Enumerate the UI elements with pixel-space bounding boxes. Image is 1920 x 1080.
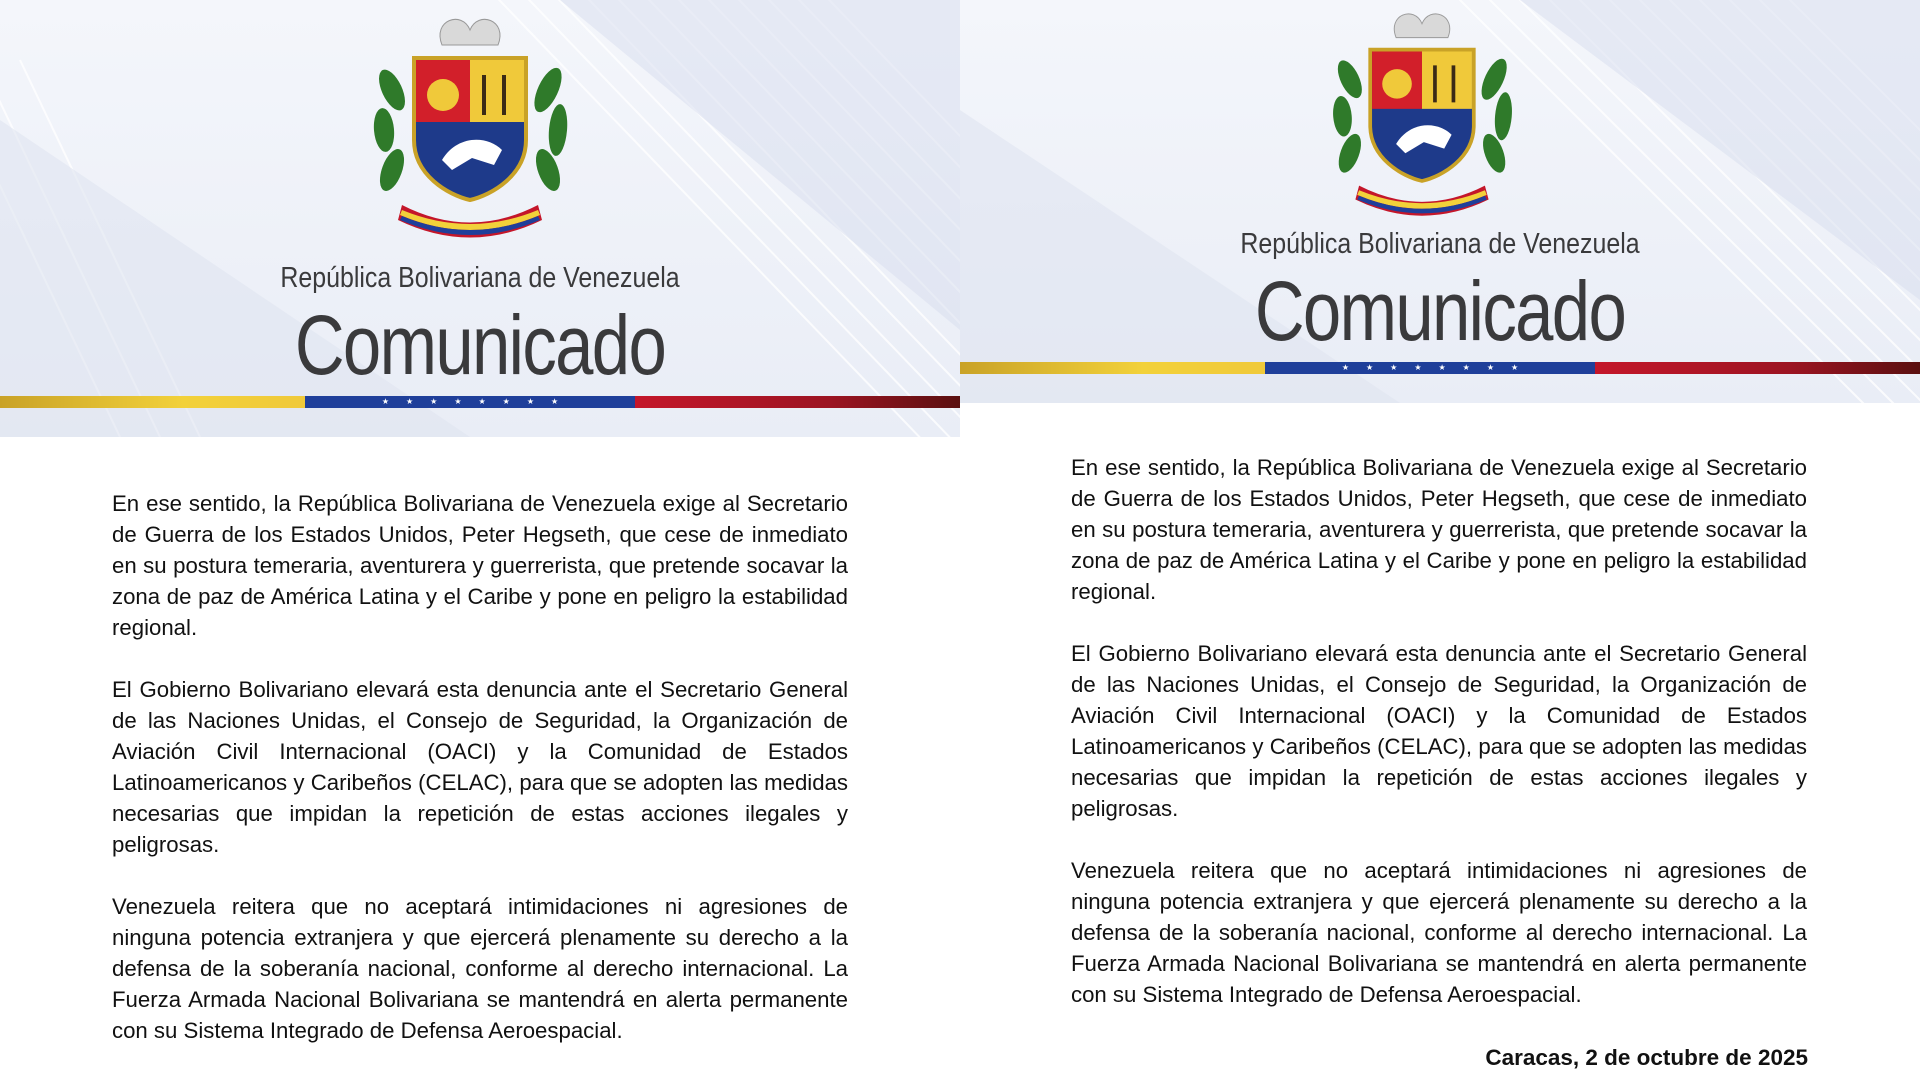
flag-bar	[960, 362, 1920, 374]
star-icon: ★	[1486, 363, 1495, 372]
star-icon: ★	[381, 397, 389, 406]
flag-yellow-band	[0, 396, 305, 408]
star-icon: ★	[430, 397, 438, 406]
star-icon: ★	[1414, 363, 1422, 372]
flag-blue-band	[305, 396, 635, 408]
header-text-block	[0, 262, 960, 392]
communique-header	[0, 0, 960, 437]
page-title: Comunicado	[294, 298, 666, 392]
star-icon: ★	[1438, 363, 1446, 372]
country-name: República Bolivariana de Venezuela	[280, 262, 680, 294]
star-icon: ★	[454, 397, 462, 406]
star-icon: ★	[551, 397, 559, 406]
communique-body	[112, 488, 848, 1077]
star-icon: ★	[1341, 363, 1349, 372]
flag-red-band	[1595, 362, 1920, 374]
star-icon: ★	[1511, 363, 1519, 372]
document-panel-right	[960, 0, 1920, 1080]
paragraph: En ese sentido, la República Bolivariana de Venezuela exige al Secretario de Guerra de los Estados Unidos, Peter Hegseth, que cese de inmediato en su postura temeraria, aventurera y guerrerista, que pretende socavar la zona de paz de América Latina y el Caribe y pone en peligro la estabilidad regional.	[112, 491, 848, 640]
star-icon: ★	[405, 397, 414, 406]
paragraph: El Gobierno Bolivariano elevará esta denuncia ante el Secretario General de las Naciones Unidas, el Consejo de Seguridad, la Organización de Aviación Civil Internacional (OACI) y la Comunidad de Estados Latinoamericanos y Caribeños (CELAC), para que se adopten las medidas necesarias que impidan la repetición de estas acciones ilegales y peligrosas.	[1071, 641, 1807, 821]
flag-blue-band	[1265, 362, 1595, 374]
flag-red-band	[635, 396, 960, 408]
communique-body	[1071, 452, 1807, 1041]
place-and-date: Caracas, 2 de octubre de 2025	[1485, 1045, 1808, 1070]
paragraph: En ese sentido, la República Bolivariana de Venezuela exige al Secretario de Guerra de los Estados Unidos, Peter Hegseth, que cese de inmediato en su postura temeraria, aventurera y guerrerista, que pretende socavar la zona de paz de América Latina y el Caribe y pone en peligro la estabilidad regional.	[1071, 455, 1807, 604]
flag-bar	[0, 396, 960, 408]
coat-of-arms-icon	[1322, 0, 1522, 218]
coat-of-arms-icon	[362, 0, 578, 240]
country-name: República Bolivariana de Venezuela	[1240, 228, 1640, 260]
star-icon: ★	[1365, 363, 1374, 372]
star-icon: ★	[526, 397, 535, 406]
page-title: Comunicado	[1254, 264, 1626, 358]
star-icon: ★	[502, 397, 510, 406]
communique-header	[960, 0, 1920, 403]
paragraph: Venezuela reitera que no aceptará intimidaciones ni agresiones de ninguna potencia extranjera y que ejercerá plenamente su derecho a la defensa de la soberanía nacional, conforme al derecho internacional. La Fuerza Armada Nacional Bolivariana se mantendrá en alerta permanente con su Sistema Integrado de Defensa Aeroespacial.	[1071, 858, 1807, 1007]
paragraph: Venezuela reitera que no aceptará intimidaciones ni agresiones de ninguna potencia extranjera y que ejercerá plenamente su derecho a la defensa de la soberanía nacional, conforme al derecho internacional. La Fuerza Armada Nacional Bolivariana se mantendrá en alerta permanente con su Sistema Integrado de Defensa Aeroespacial.	[112, 894, 848, 1043]
star-icon: ★	[1390, 363, 1398, 372]
star-icon: ★	[1462, 363, 1470, 372]
paragraph: El Gobierno Bolivariano elevará esta denuncia ante el Secretario General de las Naciones Unidas, el Consejo de Seguridad, la Organización de Aviación Civil Internacional (OACI) y la Comunidad de Estados Latinoamericanos y Caribeños (CELAC), para que se adopten las medidas necesarias que impidan la repetición de estas acciones ilegales y peligrosas.	[112, 677, 848, 857]
flag-yellow-band	[960, 362, 1265, 374]
star-icon: ★	[478, 397, 486, 406]
header-text-block	[960, 228, 1920, 358]
